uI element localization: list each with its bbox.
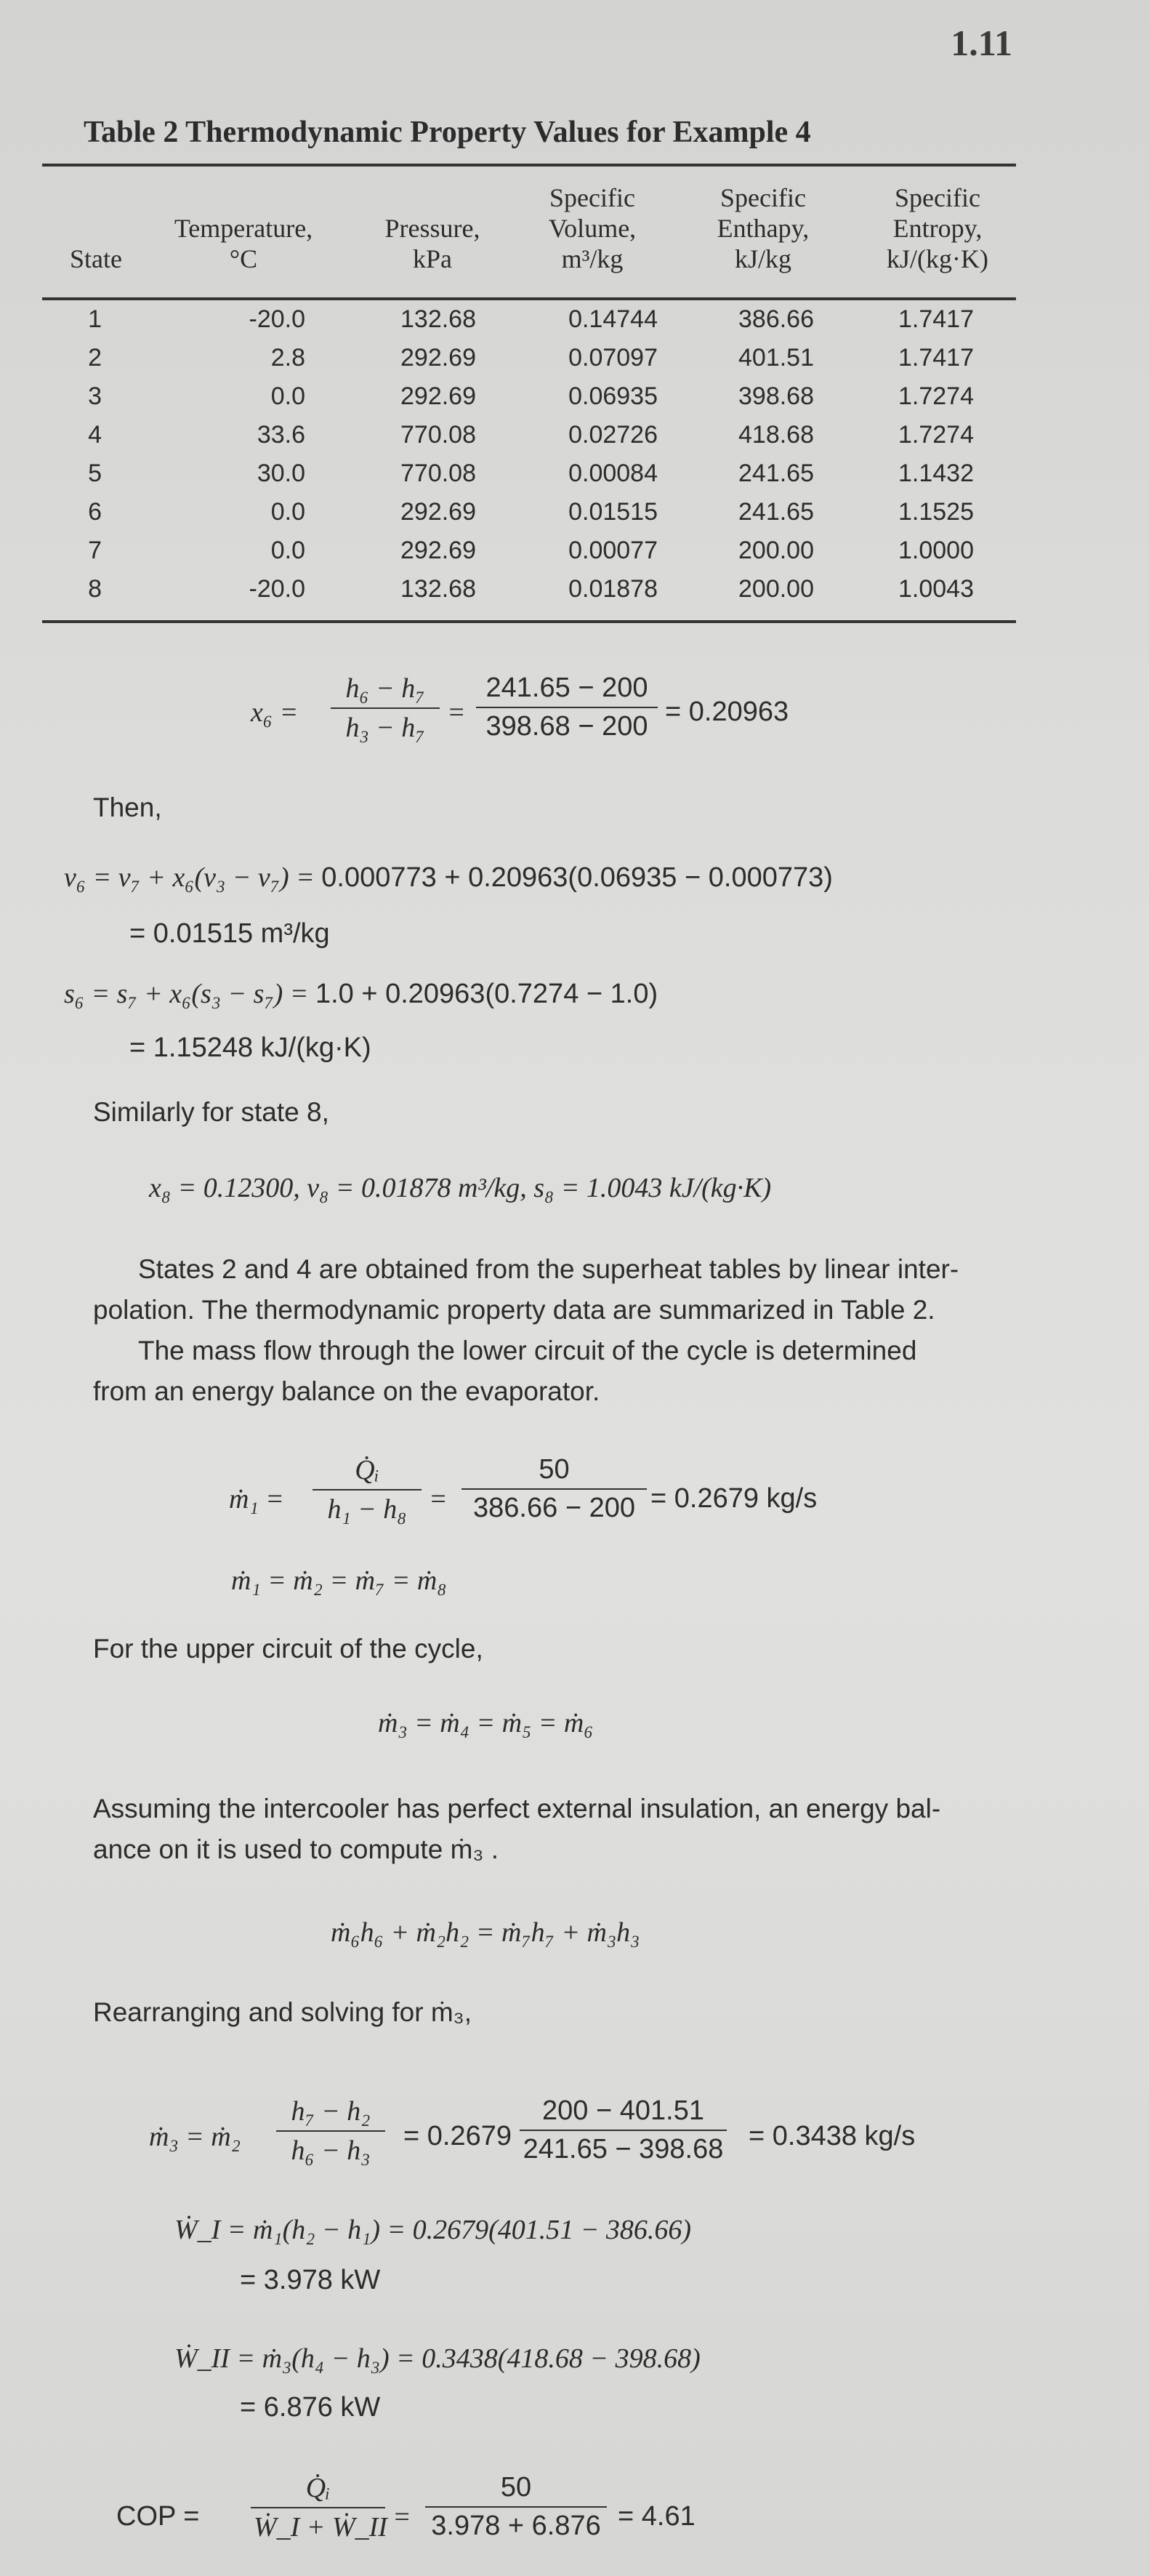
table-cell: 2.8 (270, 344, 305, 372)
table-cell: 7 (88, 537, 102, 564)
cop-fraction-symbolic: $\frac{\text{Q̇ᵢ}}{\text{Ẇ\_I + Ẇ\_II}}$ (251, 2472, 385, 2543)
table-cell: 132.68 (400, 305, 476, 333)
m1-fraction-symbolic: $\frac{\text{Q̇ᵢ}}{\text{h₁ − h₈}}$ (313, 1454, 422, 1525)
upper-circuit-text: For the upper circuit of the cycle, (93, 1634, 483, 1664)
paragraph-intercooler: Assuming the intercooler has perfect external insulation, an energy bal- ance on it is used to compute ṁ₃ . (93, 1794, 941, 1864)
table-cell: 0.00077 (568, 537, 658, 564)
table-cell: 0.0 (270, 498, 305, 526)
table-cell: 0.0 (270, 382, 305, 410)
table-cell: 0.02726 (568, 421, 658, 449)
table-cell: 386.66 (738, 305, 814, 333)
header-volume: Specific Volume, m³/kg (548, 183, 637, 273)
similarly-text: Similarly for state 8, (93, 1097, 329, 1127)
m3-result: = 0.3438 kg/s (749, 2121, 916, 2151)
table-cell: 5 (88, 460, 102, 487)
table-cell: 33.6 (257, 421, 305, 449)
table-top-rule (42, 164, 1016, 166)
x6-equals: = (447, 697, 466, 728)
table-cell: 1.7274 (898, 421, 974, 449)
table-bottom-rule (42, 620, 1016, 623)
cop-equals: = (392, 2502, 411, 2532)
mass-flow-lower: ṁ₁ = ṁ₂ = ṁ₇ = ṁ₈ (231, 1565, 447, 1596)
x6-fraction-numeric: $\frac{241.65 - 200}{398.68 - 200}$ (476, 673, 658, 742)
m3-lhs: ṁ₃ = ṁ₂ (149, 2122, 241, 2152)
v6-line-2: = 0.01515 m³/kg (129, 918, 330, 949)
cop-lhs: COP = (116, 2501, 200, 2532)
rearranging-text: Rearranging and solving for ṁ₃, (93, 1997, 472, 2027)
work-1-line-2: = 3.978 kW (240, 2265, 381, 2295)
header-temperature: Temperature, °C (174, 214, 313, 273)
x8-line: x₈ = 0.12300, v₈ = 0.01878 m³/kg, s₈ = 1.0043 kJ/(kg·K) (149, 1173, 772, 1203)
m3-coefficient: = 0.2679 (403, 2121, 512, 2151)
table-cell: 0.00084 (568, 460, 658, 487)
table-caption: Table 2 Thermodynamic Property Values for Example 4 (84, 116, 811, 149)
table-cell: 1.1432 (898, 460, 974, 487)
table-cell: 2 (88, 344, 102, 372)
v6-line-1: v₆ = v₇ + x₆(v₃ − v₇) = 0.000773 + 0.20963(0.06935 − 0.000773) (64, 862, 833, 893)
table-cell: 292.69 (400, 344, 476, 372)
table-cell: 418.68 (738, 421, 814, 449)
table-cell: 770.08 (400, 421, 476, 449)
table-cell: 770.08 (400, 460, 476, 487)
table-cell: 3 (88, 382, 102, 410)
table-cell: 241.65 (738, 498, 814, 526)
table-cell: 0.01878 (568, 575, 658, 603)
s6-line-2: = 1.15248 kJ/(kg·K) (129, 1032, 371, 1063)
table-cell: 0.07097 (568, 344, 658, 372)
table-cell: 200.00 (738, 537, 814, 564)
table-cell: 0.0 (270, 537, 305, 564)
m3-fraction-numeric: $\frac{200 - 401.51}{241.65 - 398.68}$ (520, 2095, 727, 2165)
s6-line-1: s₆ = s₇ + x₆(s₃ − s₇) = 1.0 + 0.20963(0.7274 − 1.0) (64, 979, 658, 1009)
m1-equals: = (429, 1484, 448, 1514)
header-pressure: Pressure, kPa (384, 214, 480, 273)
table-cell: 241.65 (738, 460, 814, 487)
table-cell: 6 (88, 498, 102, 526)
cop-fraction-numeric: $\frac{50}{3.978 + 6.876}$ (425, 2472, 607, 2542)
m1-lhs: ṁ₁ = (229, 1484, 284, 1514)
table-cell: 401.51 (738, 344, 814, 372)
header-enthalpy: Specific Enthapy, kJ/kg (717, 183, 810, 273)
x6-fraction-symbolic: $\frac{\text{h₆ − h₇}}{\text{h₃ − h₇}}$ (331, 673, 440, 744)
table-cell: 1.0043 (898, 575, 974, 603)
header-state: State (70, 244, 122, 273)
table-cell: 1.7274 (898, 382, 974, 410)
table-cell: 132.68 (400, 575, 476, 603)
m1-fraction-numeric: $\frac{50}{386.66 - 200}$ (461, 1454, 647, 1524)
energy-balance: ṁ₆h₆ + ṁ₂h₂ = ṁ₇h₇ + ṁ₃h₃ (331, 1917, 640, 1948)
table-cell: 1.7417 (898, 305, 974, 333)
work-1-line-1: Ẇ_I = ṁ₁(h₂ − h₁) = 0.2679(401.51 − 386.66) (174, 2215, 692, 2245)
paragraph-states: States 2 and 4 are obtained from the superheat tables by linear inter- polation. The thermodynamic property data are summarized in Table 2. The mass flow through the lower circuit of the cycle is determined from an energy balance on the evaporator. (93, 1254, 959, 1406)
table-header-rule (42, 297, 1016, 300)
x6-lhs: x₆ = (251, 697, 299, 728)
table-cell: 1.7417 (898, 344, 974, 372)
table-cell: -20.0 (249, 575, 305, 603)
m1-result: = 0.2679 kg/s (650, 1483, 818, 1514)
table-cell: 0.14744 (568, 305, 658, 333)
header-entropy: Specific Entropy, kJ/(kg·K) (887, 183, 988, 273)
table-cell: 292.69 (400, 537, 476, 564)
work-2-line-2: = 6.876 kW (240, 2392, 381, 2423)
table-cell: 398.68 (738, 382, 814, 410)
then-text: Then, (93, 793, 162, 822)
cop-result: = 4.61 (618, 2501, 696, 2532)
mass-flow-upper: ṁ₃ = ṁ₄ = ṁ₅ = ṁ₆ (378, 1708, 594, 1738)
table-cell: 1 (88, 305, 102, 333)
page-number: 1.11 (951, 23, 1012, 63)
m3-fraction-symbolic: $\frac{\text{h₇ − h₂}}{\text{h₆ − h₃}}$ (276, 2095, 385, 2167)
table-cell: -20.0 (249, 305, 305, 333)
table-cell: 292.69 (400, 498, 476, 526)
x6-result: = 0.20963 (665, 697, 789, 727)
table-cell: 30.0 (257, 460, 305, 487)
table-cell: 8 (88, 575, 102, 603)
table-cell: 1.0000 (898, 537, 974, 564)
table-cell: 4 (88, 421, 102, 449)
table-cell: 292.69 (400, 382, 476, 410)
table-cell: 200.00 (738, 575, 814, 603)
table-cell: 1.1525 (898, 498, 974, 526)
work-2-line-1: Ẇ_II = ṁ₃(h₄ − h₃) = 0.3438(418.68 − 398.68) (174, 2343, 701, 2374)
table-cell: 0.06935 (568, 382, 658, 410)
table-cell: 0.01515 (568, 498, 658, 526)
